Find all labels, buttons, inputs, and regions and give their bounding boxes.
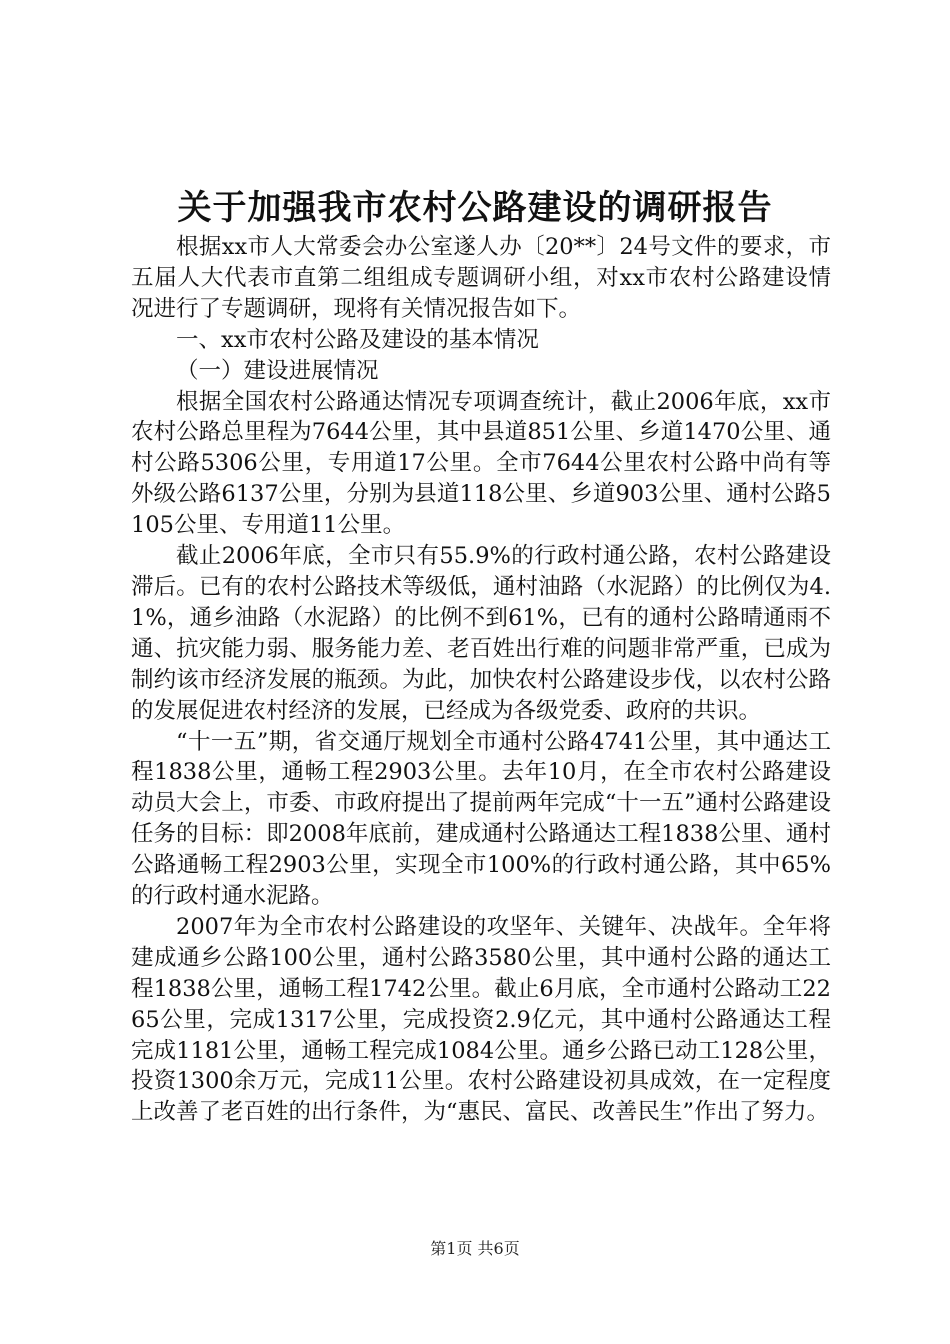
paragraph-intro: 根据xx市人大常委会办公室遂人办〔20**〕24号文件的要求，市五届人大代表市直第二组组成专题调研小组，对xx市农村公路建设情况进行了专题调研，现将有关情况报告如下。 <box>131 234 831 322</box>
heading-subsection-1: （一）建设进展情况 <box>176 357 379 384</box>
paragraph-2007: 2007年为全市农村公路建设的攻坚年、关键年、决战年。全年将建成通乡公路100公里，通村公路3580公里，其中通村公路的通达工程1838公里，通畅工程1742公里。截止6月底，全市通村公路动工2265公里，完成1317公里，完成投资2.9亿元，其中通村公路通达工程完成1181公里，通畅工程完成1084公里。通乡公路已动工128公里，投资1300余万元，完成11公里。农村公路建设初具成效，在一定程度上改善了老百姓的出行条件，为“惠民、富民、改善民生”作出了努力。 <box>131 913 831 1126</box>
heading-section-1: 一、xx市农村公路及建设的基本情况 <box>176 326 539 353</box>
page-footer: 第1页 共6页 <box>430 1239 520 1258</box>
paragraph-status: 截止2006年底，全市只有55.9%的行政村通公路，农村公路建设滞后。已有的农村公路技术等级低，通村油路（水泥路）的比例仅为4.1%，通乡油路（水泥路）的比例不到61%，已有的通村公路晴通雨不通、抗灾能力弱、服务能力差、老百姓出行难的问题非常严重，已成为制约该市经济发展的瓶颈。为此，加快农村公路建设步伐，以农村公路的发展促进农村经济的发展，已经成为各级党委、政府的共识。 <box>131 543 831 724</box>
paragraph-plan: “十一五”期，省交通厅规划全市通村公路4741公里，其中通达工程1838公里，通畅工程2903公里。去年10月，在全市农村公路建设动员大会上，市委、市政府提出了提前两年完成“十一五”通村公路建设任务的目标：即2008年底前，建成通村公路通达工程1838公里、通村公路通畅工程2903公里，实现全市100%的行政村通公路，其中65%的行政村通水泥路。 <box>131 728 831 910</box>
document-body <box>131 232 831 1128</box>
paragraph-statistics: 根据全国农村公路通达情况专项调查统计，截止2006年底，xx市农村公路总里程为7644公里，其中县道851公里、乡道1470公里、通村公路5306公里，专用道17公里。全市7644公里农村公路中尚有等外级公路6137公里，分别为县道118公里、乡道903公里、通村公路5105公里、专用道11公里。 <box>131 388 831 539</box>
document-title: 关于加强我市农村公路建设的调研报告 <box>177 188 773 228</box>
